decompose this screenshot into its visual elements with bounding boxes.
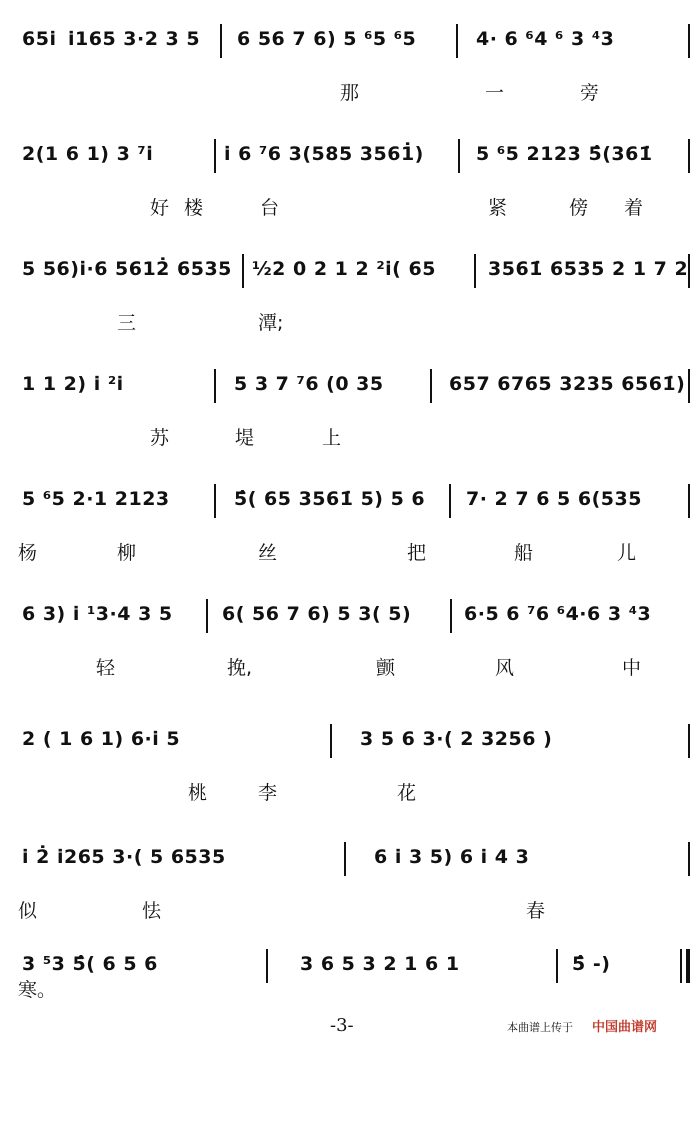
measure: 2(1 6 1) 3 ⁷i̇: [22, 143, 154, 165]
measure: 6( 56 7 6) 5 3( 5): [222, 603, 412, 625]
notes-row: [0, 365, 700, 405]
lyric-char: 花: [397, 782, 417, 804]
lyric-char: 船: [514, 542, 534, 564]
notes-row: [0, 20, 700, 60]
measure: 5 ⁶5 2123 5̂(361̇: [476, 143, 653, 165]
measure: 6·5 6 ⁷6 ⁶4·6 3 ⁴3: [464, 603, 652, 625]
bar-line: [688, 369, 690, 403]
measure: 3561̇ 6535 2 1 7 2: [488, 258, 689, 280]
measure: 2 ( 1 6 1) 6·i̇ 5: [22, 728, 181, 750]
lyrics-row: [0, 975, 700, 1005]
lyrics-row: [0, 308, 700, 338]
bar-line: [220, 24, 222, 58]
score-system: [0, 595, 700, 715]
lyric-char: 苏: [150, 427, 170, 449]
bar-line: [430, 369, 432, 403]
lyric-char: 楼: [184, 197, 204, 219]
lyric-char: 中: [622, 657, 642, 679]
lyric-char: 轻: [96, 657, 116, 679]
measure: 7· 2 7 6 5 6(535: [466, 488, 642, 510]
lyric-char: 三: [117, 312, 137, 334]
lyric-char: 柳: [117, 542, 137, 564]
score-system: [0, 480, 700, 600]
lyric-char: 颤: [376, 657, 396, 679]
measure: 5̂( 65 3561̇ 5) 5 6: [234, 488, 426, 510]
score-system: [0, 20, 700, 140]
bar-line: [474, 254, 476, 288]
score-system: [0, 135, 700, 255]
bar-line: [344, 842, 346, 876]
measure: 657 6765 3235 6561̇): [449, 373, 686, 395]
measure: 5 ⁶5 2·1 2123: [22, 488, 170, 510]
lyrics-row: [0, 653, 700, 683]
lyrics-row: [0, 896, 700, 926]
lyrics-row: [0, 423, 700, 453]
site-logo: 中国曲谱网: [592, 1020, 658, 1035]
notes-row: [0, 720, 700, 760]
bar-line: [330, 724, 332, 758]
lyrics-row: [0, 778, 700, 808]
measure: 4· 6 ⁶4 ⁶ 3 ⁴3: [476, 28, 615, 50]
lyric-char: 好: [150, 197, 170, 219]
score-system: [0, 720, 700, 840]
notes-row: [0, 838, 700, 878]
bar-line: [449, 484, 451, 518]
measure: 65i̇: [22, 28, 57, 50]
bar-line: [206, 599, 208, 633]
lyric-char: 似: [18, 900, 38, 922]
measure: 6 56 7 6) 5 ⁶5 ⁶5: [237, 28, 417, 50]
lyric-char: 杨: [18, 542, 38, 564]
bar-line: [688, 24, 690, 58]
lyric-char: 寒。: [18, 979, 57, 1001]
bar-line: [688, 139, 690, 173]
lyric-char: 台: [260, 197, 280, 219]
lyric-char: 傍: [569, 197, 589, 219]
lyric-char: 风: [495, 657, 515, 679]
bar-line: [688, 254, 690, 288]
lyrics-row: [0, 538, 700, 568]
lyric-char: 那: [340, 82, 360, 104]
bar-line: [214, 484, 216, 518]
bar-line: [242, 254, 244, 288]
lyrics-row: [0, 78, 700, 108]
measure: 6 i̇ 3 5) 6 i̇ 4 3: [374, 846, 530, 868]
measure: 5 3 7 ⁷6 (0 35: [234, 373, 384, 395]
bar-line: [688, 724, 690, 758]
lyric-char: 李: [258, 782, 278, 804]
lyric-char: 桃: [188, 782, 208, 804]
bar-line: [688, 842, 690, 876]
page-number: -3-: [330, 1015, 354, 1036]
lyrics-row: [0, 193, 700, 223]
notes-row: [0, 135, 700, 175]
measure: i̇ 6 ⁷6 3(585 3561̇): [224, 143, 424, 165]
lyric-char: 着: [624, 197, 644, 219]
measure: 5 56)i̇·6 5612̇ 6535: [22, 258, 232, 280]
bar-line: [214, 369, 216, 403]
lyric-char: 潭;: [258, 312, 284, 334]
bar-line: [214, 139, 216, 173]
lyric-char: 儿: [617, 542, 637, 564]
measure: 3 ⁵3 5̂( 6 5 6: [22, 953, 158, 975]
lyric-char: 丝: [258, 542, 278, 564]
score-system: [0, 365, 700, 485]
measure: ½2 0 2 1 2 ²i̇( 65: [252, 258, 436, 280]
lyric-char: 挽,: [227, 657, 253, 679]
measure: i̇165 3·2 3 5: [68, 28, 201, 50]
notes-row: [0, 250, 700, 290]
measure: 6 3) i̇ ¹3·4 3 5: [22, 603, 173, 625]
upload-credit: 本曲谱上传于: [507, 1021, 573, 1034]
lyric-char: 紧: [488, 197, 508, 219]
bar-line: [456, 24, 458, 58]
lyric-char: 把: [407, 542, 427, 564]
bar-line: [688, 484, 690, 518]
bar-line: [450, 599, 452, 633]
measure: 1 1 2) i̇ ²i̇: [22, 373, 124, 395]
lyric-char: 一: [485, 82, 505, 104]
lyric-char: 旁: [580, 82, 600, 104]
score-system: [0, 838, 700, 958]
lyric-char: 堤: [235, 427, 255, 449]
measure: 5̂ -): [572, 953, 611, 975]
measure: 3 5 6 3·( 2 3256 ): [360, 728, 553, 750]
lyric-char: 上: [322, 427, 342, 449]
lyric-char: 春: [526, 900, 546, 922]
measure: 3 6 5 3 2 1 6 1: [300, 953, 460, 975]
lyric-char: 怯: [142, 900, 162, 922]
measure: i̇ 2̇ i̇265 3·( 5 6535: [22, 846, 226, 868]
score-system: [0, 250, 700, 370]
notes-row: [0, 595, 700, 635]
bar-line: [458, 139, 460, 173]
score-system: [0, 945, 700, 1065]
notes-row: [0, 480, 700, 520]
